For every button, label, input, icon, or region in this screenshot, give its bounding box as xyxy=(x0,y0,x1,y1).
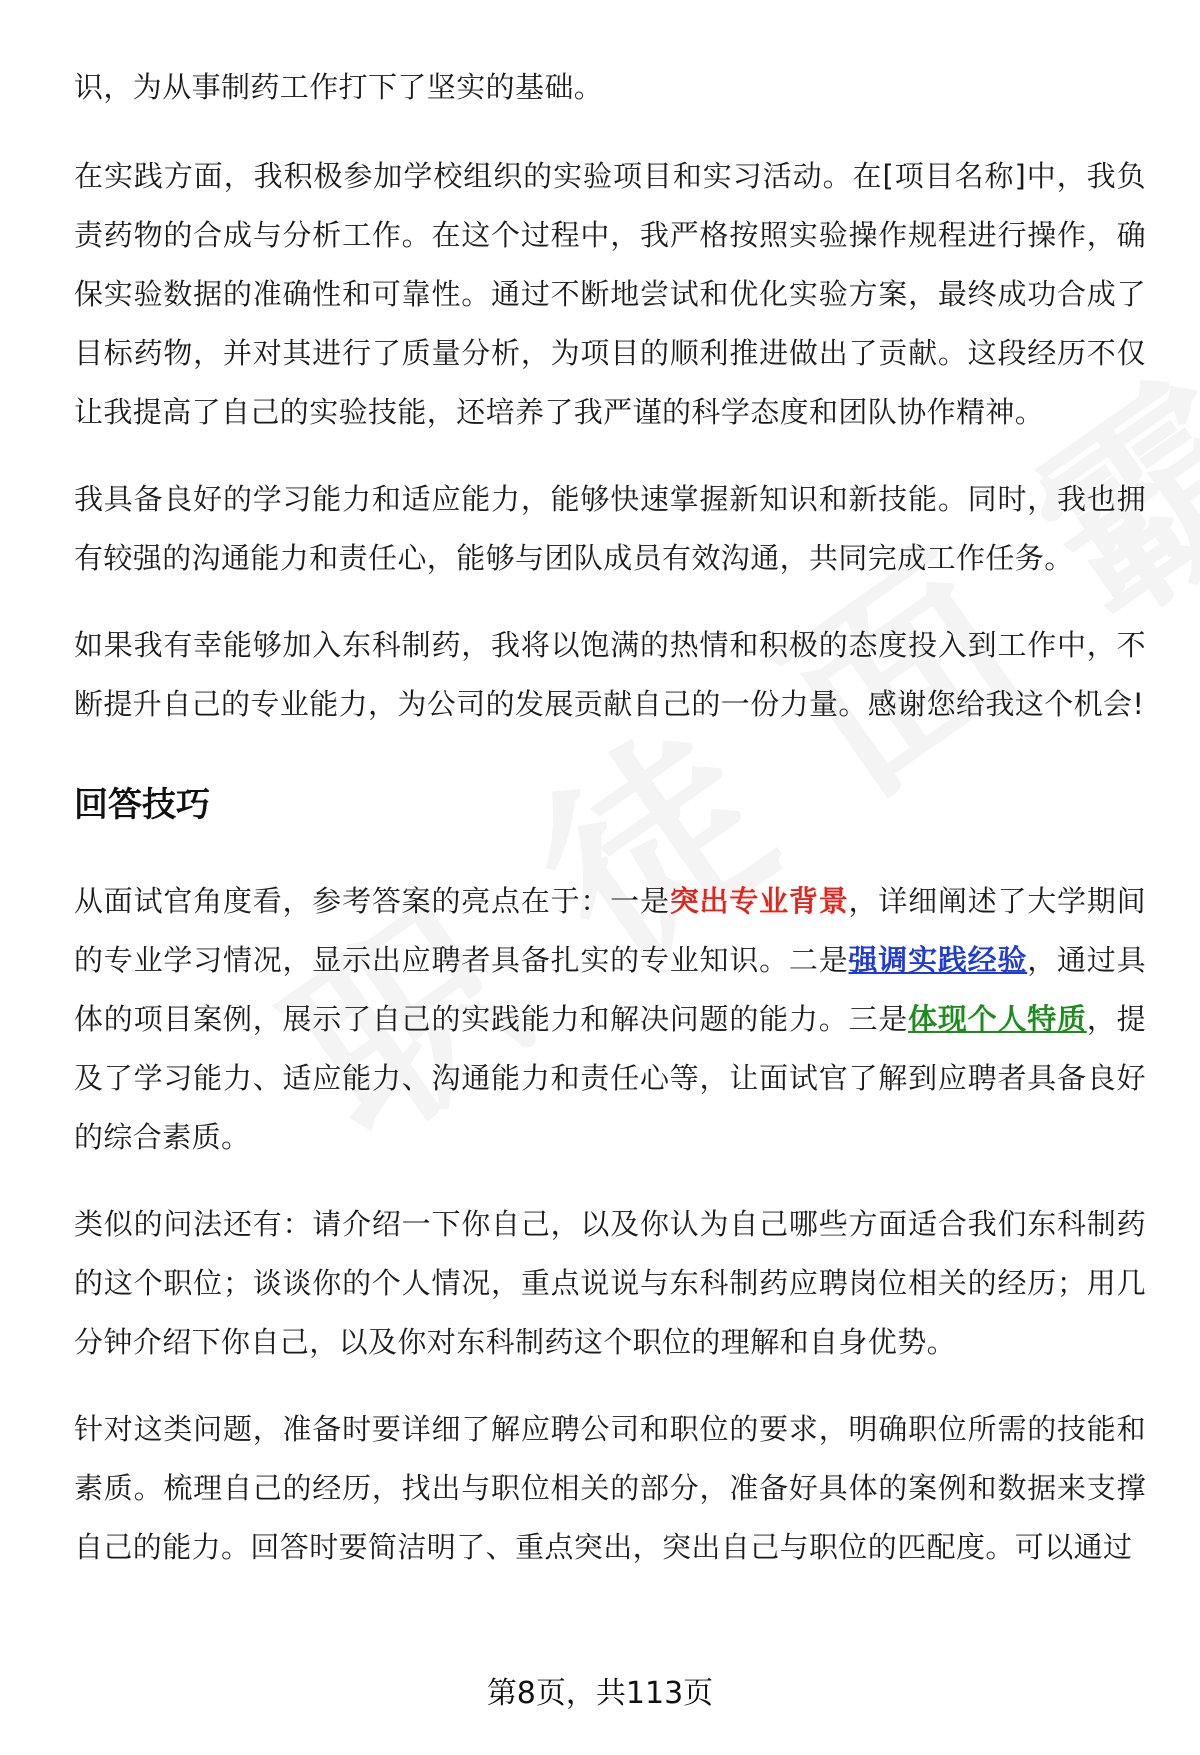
paragraph-abilities: 我具备良好的学习能力和适应能力，能够快速掌握新知识和新技能。同时，我也拥有较强的沟通能力和责任心，能够与团队成员有效沟通，共同完成工作任务。 xyxy=(74,482,1146,575)
highlight-professional-background: 突出专业背景 xyxy=(669,884,849,918)
paragraph-closing: 如果我有幸能够加入东科制药，我将以饱满的热情和积极的态度投入到工作中，不断提升自己的专业能力，为公司的发展贡献自己的一份力量。感谢您给我这个机会! xyxy=(74,628,1146,721)
section-heading: 回答技巧 xyxy=(74,785,210,825)
tips-text-4: ，提及了学习能力、适应能力、沟通能力和责任心等，让面试官了解到应聘者具备良好的综合素质。 xyxy=(74,1002,1147,1154)
tips-text-3: ，通过具体的项目案例，展示了自己的实践能力和解决问题的能力。三是 xyxy=(74,943,1146,1036)
document-page xyxy=(74,58,1146,1605)
paragraph-tips xyxy=(74,872,1146,1167)
paragraph-continuation: 识，为从事制药工作打下了坚实的基础。 xyxy=(74,70,604,104)
highlight-practical-experience: 强调实践经验 xyxy=(848,943,1028,977)
highlight-personal-traits: 体现个人特质 xyxy=(908,1002,1087,1036)
paragraph-similar-questions: 类似的问法还有：请介绍一下你自己，以及你认为自己哪些方面适合我们东科制药的这个职位；谈谈你的个人情况，重点说说与东科制药应聘岗位相关的经历；用几分钟介绍下你自己，以及你对东科制药这个职位的理解和自身优势。 xyxy=(74,1207,1146,1359)
tips-text-1: 从面试官角度看，参考答案的亮点在于：一是 xyxy=(74,884,670,918)
page-number: 第8页，共113页 xyxy=(486,1676,714,1711)
paragraph-advice: 针对这类问题，准备时要详细了解应聘公司和职位的要求，明确职位所需的技能和素质。梳理自己的经历，找出与职位相关的部分，准备好具体的案例和数据来支撑自己的能力。回答时要简洁明了、重点突出，突出自己与职位的匹配度。可以通过 xyxy=(74,1412,1146,1564)
paragraph-practice: 在实践方面，我积极参加学校组织的实验项目和实习活动。在[项目名称]中，我负责药物的合成与分析工作。在这个过程中，我严格按照实验操作规程进行操作，确保实验数据的准确性和可靠性。通过不断地尝试和优化实验方案，最终成功合成了目标药物，并对其进行了质量分析，为项目的顺利推进做出了贡献。这段经历不仅让我提高了自己的实验技能，还培养了我严谨的科学态度和团队协作精神。 xyxy=(74,159,1146,429)
tips-text-2: ，详细阐述了大学期间的专业学习情况，显示出应聘者具备扎实的专业知识。二是 xyxy=(74,884,1146,977)
